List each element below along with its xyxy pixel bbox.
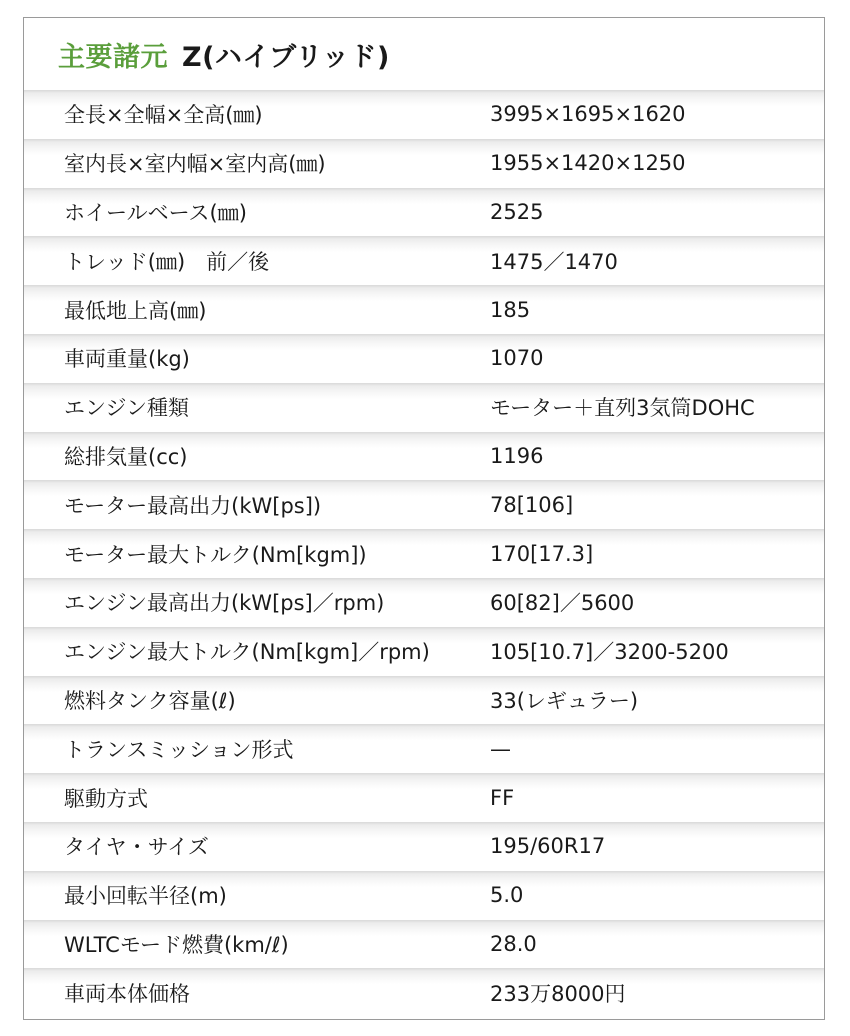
spec-value: 33(レギュラー) (490, 688, 639, 713)
spec-label: モーター最大トルク(Nm[kgm]) (64, 542, 367, 567)
spec-value: 1070 (490, 346, 544, 371)
spec-value: 1475／1470 (490, 249, 618, 274)
spec-label: 最小回転半径(m) (64, 884, 227, 909)
spec-label: 室内長×室内幅×室内高(㎜) (64, 152, 326, 177)
spec-row (24, 236, 824, 285)
spec-row (24, 871, 824, 920)
spec-value: 1955×1420×1250 (490, 151, 686, 176)
spec-label: エンジン最大トルク(Nm[kgm]／rpm) (64, 640, 430, 665)
spec-row (24, 968, 824, 1017)
spec-row (24, 724, 824, 773)
spec-label: モーター最高出力(kW[ps]) (64, 493, 322, 518)
spec-label: WLTCモード燃費(km/ℓ) (64, 932, 289, 957)
spec-label: 最低地上高(㎜) (64, 298, 207, 323)
spec-label: タイヤ・サイズ (64, 835, 209, 860)
spec-value: 28.0 (490, 931, 537, 956)
spec-row (24, 188, 824, 237)
spec-value: FF (490, 785, 515, 810)
spec-value: 105[10.7]／3200-5200 (490, 640, 729, 665)
spec-value: 3995×1695×1620 (490, 102, 686, 127)
spec-row (24, 676, 824, 725)
spec-row (24, 920, 824, 969)
spec-row (24, 139, 824, 188)
spec-row (24, 334, 824, 383)
spec-label: 車両重量(kg) (64, 347, 190, 372)
spec-label: 全長×全幅×全高(㎜) (64, 103, 263, 128)
header-model: Z(ハイブリッド) (182, 41, 390, 73)
spec-label: 駆動方式 (64, 786, 148, 811)
spec-value: 233万8000円 (490, 981, 626, 1006)
spec-row (24, 432, 824, 481)
spec-card (23, 17, 825, 1020)
spec-value: 2525 (490, 199, 544, 224)
spec-label: 総排気量(cc) (64, 444, 188, 469)
spec-value: 1196 (490, 443, 544, 468)
spec-table (24, 90, 824, 1017)
header-label: 主要諸元 (58, 41, 168, 73)
spec-header (24, 18, 824, 90)
spec-row (24, 383, 824, 432)
spec-row (24, 285, 824, 334)
spec-label: 燃料タンク容量(ℓ) (64, 688, 236, 713)
spec-row (24, 773, 824, 822)
spec-value: — (490, 736, 511, 761)
spec-row (24, 578, 824, 627)
spec-value: 60[82]／5600 (490, 591, 635, 616)
spec-row (24, 90, 824, 139)
spec-value: 170[17.3] (490, 541, 594, 566)
spec-row (24, 480, 824, 529)
spec-label: トレッド(㎜) 前／後 (64, 249, 270, 274)
spec-label: トランスミッション形式 (64, 737, 294, 762)
spec-value: 5.0 (490, 883, 524, 908)
spec-value: 185 (490, 297, 531, 322)
spec-row (24, 627, 824, 676)
spec-label: エンジン種類 (64, 396, 189, 421)
spec-label: ホイールベース(㎜) (64, 200, 247, 225)
spec-row (24, 822, 824, 871)
spec-value: 195/60R17 (490, 834, 606, 859)
spec-value: モーター＋直列3気筒DOHC (490, 396, 755, 421)
spec-label: 車両本体価格 (64, 981, 190, 1006)
spec-label: エンジン最高出力(kW[ps]／rpm) (64, 591, 385, 616)
spec-value: 78[106] (490, 492, 574, 517)
spec-row (24, 529, 824, 578)
